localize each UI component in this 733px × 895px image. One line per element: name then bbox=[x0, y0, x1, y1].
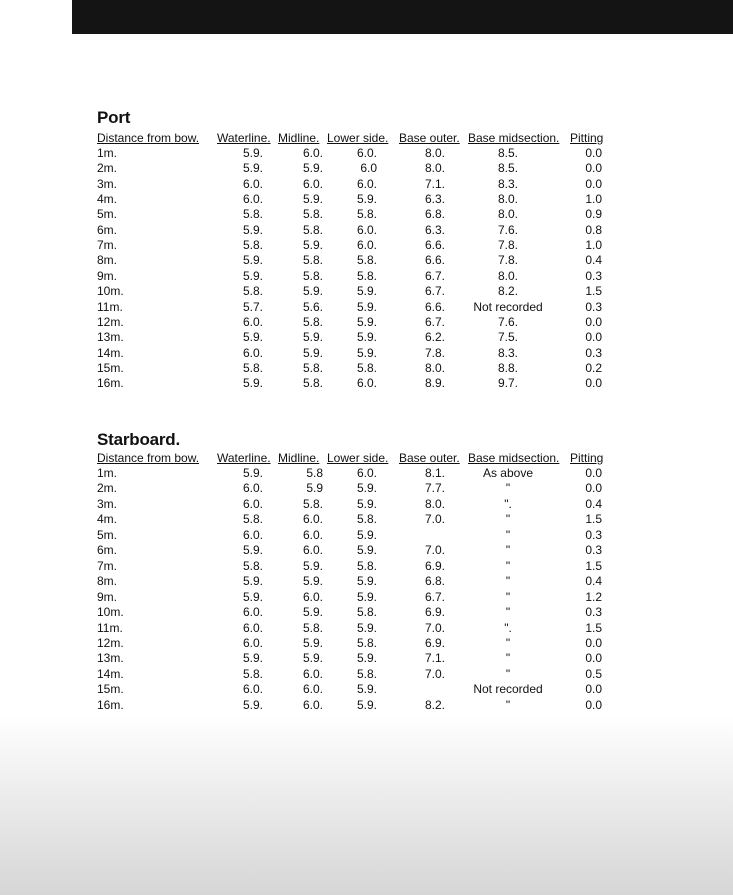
bottom-fade bbox=[0, 715, 733, 895]
cell-base-outer: 6.6. bbox=[424, 253, 445, 268]
port-title: Port bbox=[97, 108, 131, 127]
cell-pitting: 0.8 bbox=[585, 222, 602, 237]
cell-midline: 6.0. bbox=[302, 666, 323, 681]
header-waterline: Waterline. bbox=[217, 131, 271, 145]
cell-distance: 13m. bbox=[97, 330, 124, 345]
cell-pitting: 0.0 bbox=[585, 697, 602, 712]
cell-base-midsection: 8.3. bbox=[497, 345, 518, 360]
cell-pitting: 0.4 bbox=[585, 496, 602, 511]
header-distance: Distance from bow. bbox=[97, 131, 200, 145]
cell-pitting: 0.9 bbox=[585, 207, 602, 222]
cell-pitting: 0.3 bbox=[585, 543, 602, 558]
cell-lower-side: 6.0. bbox=[356, 466, 377, 480]
cell-waterline: 5.9. bbox=[242, 146, 263, 160]
table-row bbox=[97, 177, 617, 192]
table-row bbox=[97, 636, 617, 651]
cell-base-midsection: Not recorded bbox=[473, 299, 543, 314]
table-row bbox=[97, 481, 617, 496]
table-row bbox=[97, 559, 617, 574]
cell-distance: 10m. bbox=[97, 284, 124, 299]
cell-lower-side: 5.8. bbox=[356, 635, 377, 650]
cell-lower-side: 5.9. bbox=[356, 543, 377, 558]
cell-distance: 7m. bbox=[97, 558, 118, 573]
cell-midline: 5.8. bbox=[302, 314, 323, 329]
cell-midline: 5.9. bbox=[302, 330, 323, 345]
cell-lower-side: 5.9. bbox=[356, 697, 377, 712]
cell-lower-side: 5.9. bbox=[356, 314, 377, 329]
cell-midline: 6.0. bbox=[302, 682, 323, 697]
cell-distance: 6m. bbox=[97, 222, 118, 237]
cell-lower-side: 5.9. bbox=[356, 345, 377, 360]
cell-waterline: 5.9. bbox=[242, 466, 263, 480]
cell-base-midsection: 7.6. bbox=[497, 314, 518, 329]
cell-waterline: 5.9. bbox=[242, 574, 263, 589]
cell-base-outer: 8.0. bbox=[424, 360, 445, 375]
cell-pitting: 0.3 bbox=[585, 345, 602, 360]
cell-midline: 6.0. bbox=[302, 589, 323, 604]
cell-base-outer: 8.1. bbox=[424, 466, 445, 480]
cell-pitting: 0.4 bbox=[585, 253, 602, 268]
cell-base-outer: 8.0. bbox=[424, 161, 445, 176]
cell-base-outer: 6.6. bbox=[424, 299, 445, 314]
cell-pitting: 0.0 bbox=[585, 682, 602, 697]
cell-waterline: 5.8. bbox=[242, 666, 263, 681]
cell-pitting: 1.5 bbox=[585, 620, 602, 635]
header-base-outer: Base outer. bbox=[399, 451, 460, 465]
cell-base-midsection: Not recorded bbox=[473, 682, 543, 697]
cell-base-outer: 6.7. bbox=[424, 589, 445, 604]
cell-lower-side: 5.9. bbox=[356, 527, 377, 542]
cell-midline: 5.9. bbox=[302, 651, 323, 666]
cell-distance: 9m. bbox=[97, 589, 118, 604]
cell-waterline: 5.8. bbox=[242, 238, 263, 253]
cell-midline: 5.9. bbox=[302, 161, 323, 176]
cell-lower-side: 5.9. bbox=[356, 192, 377, 207]
cell-distance: 2m. bbox=[97, 481, 118, 496]
table-row bbox=[97, 651, 617, 666]
cell-pitting: 0.2 bbox=[585, 360, 602, 375]
cell-base-outer: 6.9. bbox=[424, 558, 445, 573]
cell-lower-side: 5.9. bbox=[356, 284, 377, 299]
cell-pitting: 0.0 bbox=[585, 146, 602, 160]
table-row bbox=[97, 605, 617, 620]
cell-base-outer: 7.0. bbox=[424, 666, 445, 681]
cell-pitting: 1.5 bbox=[585, 512, 602, 527]
cell-base-outer: 6.7. bbox=[424, 268, 445, 283]
cell-distance: 15m. bbox=[97, 682, 124, 697]
cell-base-outer: 7.8. bbox=[424, 345, 445, 360]
cell-midline: 5.8. bbox=[302, 496, 323, 511]
cell-base-midsection: " bbox=[505, 512, 511, 527]
cell-lower-side: 5.8. bbox=[356, 268, 377, 283]
cell-distance: 4m. bbox=[97, 512, 118, 527]
cell-lower-side: 5.9. bbox=[356, 620, 377, 635]
cell-base-midsection: 9.7. bbox=[497, 376, 518, 391]
cell-pitting: 0.5 bbox=[585, 666, 602, 681]
header-distance: Distance from bow. bbox=[97, 451, 200, 465]
cell-distance: 6m. bbox=[97, 543, 118, 558]
cell-pitting: 1.5 bbox=[585, 558, 602, 573]
cell-base-outer: 7.1. bbox=[424, 176, 445, 191]
cell-waterline: 5.9. bbox=[242, 268, 263, 283]
cell-waterline: 5.9. bbox=[242, 330, 263, 345]
cell-pitting: 0.0 bbox=[585, 314, 602, 329]
table-row bbox=[97, 574, 617, 589]
cell-distance: 1m. bbox=[97, 146, 118, 160]
cell-base-midsection: 8.0. bbox=[497, 207, 518, 222]
header-pitting: Pitting bbox=[570, 131, 604, 145]
cell-waterline: 6.0. bbox=[242, 481, 263, 496]
cell-distance: 3m. bbox=[97, 496, 118, 511]
cell-pitting: 0.3 bbox=[585, 605, 602, 620]
cell-lower-side: 5.8. bbox=[356, 207, 377, 222]
cell-base-outer: 7.0. bbox=[424, 620, 445, 635]
cell-base-midsection: 8.2. bbox=[497, 284, 518, 299]
cell-lower-side: 5.8. bbox=[356, 666, 377, 681]
table-row bbox=[97, 621, 617, 636]
cell-distance: 2m. bbox=[97, 161, 118, 176]
table-row bbox=[97, 315, 617, 330]
cell-base-midsection: 8.0. bbox=[497, 192, 518, 207]
cell-midline: 5.8. bbox=[302, 360, 323, 375]
cell-distance: 1m. bbox=[97, 466, 118, 480]
cell-waterline: 5.9. bbox=[242, 253, 263, 268]
cell-lower-side: 5.9. bbox=[356, 651, 377, 666]
cell-midline: 5.9. bbox=[302, 558, 323, 573]
cell-base-midsection: " bbox=[505, 574, 511, 589]
table-row bbox=[97, 300, 617, 315]
cell-base-midsection: 7.8. bbox=[497, 253, 518, 268]
cell-base-midsection: 7.5. bbox=[497, 330, 518, 345]
cell-base-outer: 7.1. bbox=[424, 651, 445, 666]
cell-midline: 5.9. bbox=[302, 345, 323, 360]
cell-base-midsection: 7.8. bbox=[497, 238, 518, 253]
cell-distance: 14m. bbox=[97, 666, 124, 681]
cell-base-outer: 6.7. bbox=[424, 284, 445, 299]
cell-midline: 5.8. bbox=[302, 268, 323, 283]
cell-midline: 5.9. bbox=[302, 192, 323, 207]
cell-waterline: 5.9. bbox=[242, 222, 263, 237]
cell-midline: 6.0. bbox=[302, 543, 323, 558]
cell-distance: 11m. bbox=[97, 620, 123, 635]
table-row bbox=[97, 146, 617, 161]
cell-distance: 5m. bbox=[97, 207, 118, 222]
cell-waterline: 6.0. bbox=[242, 605, 263, 620]
cell-midline: 5.8. bbox=[302, 222, 323, 237]
cell-midline: 5.8. bbox=[302, 253, 323, 268]
cell-distance: 5m. bbox=[97, 527, 118, 542]
table-row bbox=[97, 223, 617, 238]
cell-pitting: 1.0 bbox=[585, 192, 602, 207]
cell-base-outer: 6.8. bbox=[424, 574, 445, 589]
cell-midline: 6.0. bbox=[302, 146, 323, 160]
table-row bbox=[97, 269, 617, 284]
cell-distance: 3m. bbox=[97, 176, 118, 191]
starboard-header-row bbox=[97, 451, 617, 466]
cell-base-outer: 8.2. bbox=[424, 697, 445, 712]
cell-pitting: 0.4 bbox=[585, 574, 602, 589]
cell-base-midsection: 7.6. bbox=[497, 222, 518, 237]
cell-distance: 12m. bbox=[97, 314, 124, 329]
table-row bbox=[97, 497, 617, 512]
cell-waterline: 5.8. bbox=[242, 558, 263, 573]
cell-lower-side: 5.9. bbox=[356, 496, 377, 511]
port-header-row bbox=[97, 131, 617, 146]
cell-midline: 6.0. bbox=[302, 512, 323, 527]
cell-waterline: 6.0. bbox=[242, 635, 263, 650]
cell-distance: 16m. bbox=[97, 697, 124, 712]
cell-waterline: 5.9. bbox=[242, 589, 263, 604]
cell-base-outer: 8.9. bbox=[424, 376, 445, 391]
cell-midline: 5.9 bbox=[306, 481, 323, 496]
cell-distance: 13m. bbox=[97, 651, 124, 666]
table-row bbox=[97, 192, 617, 207]
cell-distance: 16m. bbox=[97, 376, 124, 391]
cell-lower-side: 5.9. bbox=[356, 682, 377, 697]
cell-lower-side: 6.0. bbox=[356, 146, 377, 160]
cell-lower-side: 5.8. bbox=[356, 605, 377, 620]
cell-lower-side: 5.9. bbox=[356, 330, 377, 345]
cell-waterline: 6.0. bbox=[242, 527, 263, 542]
cell-distance: 8m. bbox=[97, 574, 118, 589]
cell-base-midsection: " bbox=[505, 651, 511, 666]
cell-midline: 5.8. bbox=[302, 376, 323, 391]
cell-waterline: 5.8. bbox=[242, 207, 263, 222]
cell-base-midsection: 8.3. bbox=[497, 176, 518, 191]
table-row bbox=[97, 698, 617, 713]
cell-midline: 5.6. bbox=[302, 299, 323, 314]
table-row bbox=[97, 543, 617, 558]
cell-waterline: 5.8. bbox=[242, 512, 263, 527]
cell-base-midsection: " bbox=[505, 697, 511, 712]
cell-base-outer: 6.7. bbox=[424, 314, 445, 329]
top-bar bbox=[72, 0, 733, 34]
header-base-outer: Base outer. bbox=[399, 131, 460, 145]
cell-midline: 5.8. bbox=[302, 620, 323, 635]
cell-waterline: 6.0. bbox=[242, 496, 263, 511]
header-waterline: Waterline. bbox=[217, 451, 271, 465]
cell-pitting: 0.0 bbox=[585, 330, 602, 345]
starboard-title: Starboard. bbox=[97, 430, 181, 449]
cell-distance: 7m. bbox=[97, 238, 118, 253]
cell-base-outer: 7.7. bbox=[424, 481, 445, 496]
cell-midline: 5.8 bbox=[306, 466, 323, 480]
cell-distance: 4m. bbox=[97, 192, 118, 207]
cell-lower-side: 6.0 bbox=[360, 161, 377, 176]
cell-midline: 5.9. bbox=[302, 635, 323, 650]
cell-midline: 5.9. bbox=[302, 238, 323, 253]
header-base-midsection: Base midsection. bbox=[468, 451, 560, 465]
table-row bbox=[97, 466, 617, 481]
cell-base-midsection: ". bbox=[504, 496, 512, 511]
cell-lower-side: 5.9. bbox=[356, 589, 377, 604]
cell-pitting: 0.0 bbox=[585, 635, 602, 650]
table-row bbox=[97, 512, 617, 527]
cell-lower-side: 5.8. bbox=[356, 360, 377, 375]
cell-pitting: 0.0 bbox=[585, 176, 602, 191]
cell-waterline: 6.0. bbox=[242, 314, 263, 329]
table-row bbox=[97, 376, 617, 391]
cell-lower-side: 6.0. bbox=[356, 176, 377, 191]
cell-base-outer: 6.3. bbox=[424, 222, 445, 237]
cell-midline: 5.9. bbox=[302, 574, 323, 589]
cell-pitting: 1.5 bbox=[585, 284, 602, 299]
cell-lower-side: 5.8. bbox=[356, 512, 377, 527]
cell-pitting: 0.0 bbox=[585, 376, 602, 391]
cell-lower-side: 5.9. bbox=[356, 481, 377, 496]
header-base-midsection: Base midsection. bbox=[468, 131, 560, 145]
cell-pitting: 0.0 bbox=[585, 161, 602, 176]
cell-base-midsection: " bbox=[505, 558, 511, 573]
cell-midline: 5.8. bbox=[302, 207, 323, 222]
cell-base-midsection: 8.5. bbox=[497, 161, 518, 176]
table-row bbox=[97, 528, 617, 543]
cell-waterline: 6.0. bbox=[242, 192, 263, 207]
table-row bbox=[97, 361, 617, 376]
cell-waterline: 6.0. bbox=[242, 682, 263, 697]
cell-base-midsection: 8.0. bbox=[497, 268, 518, 283]
cell-distance: 12m. bbox=[97, 635, 124, 650]
header-pitting: Pitting bbox=[570, 451, 604, 465]
table-row bbox=[97, 284, 617, 299]
cell-lower-side: 6.0. bbox=[356, 238, 377, 253]
table-row bbox=[97, 346, 617, 361]
table-row bbox=[97, 253, 617, 268]
header-lower-side: Lower side. bbox=[327, 451, 389, 465]
cell-base-midsection: 8.5. bbox=[497, 146, 518, 160]
cell-pitting: 0.0 bbox=[585, 466, 602, 480]
table-row bbox=[97, 667, 617, 682]
table-row bbox=[97, 161, 617, 176]
cell-base-midsection: 8.8. bbox=[497, 360, 518, 375]
cell-base-outer: 6.9. bbox=[424, 635, 445, 650]
cell-base-midsection: " bbox=[505, 543, 511, 558]
cell-base-outer: 6.3. bbox=[424, 192, 445, 207]
cell-distance: 8m. bbox=[97, 253, 118, 268]
cell-waterline: 6.0. bbox=[242, 620, 263, 635]
header-midline: Midline. bbox=[278, 451, 320, 465]
cell-lower-side: 5.8. bbox=[356, 558, 377, 573]
cell-pitting: 1.0 bbox=[585, 238, 602, 253]
cell-lower-side: 5.8. bbox=[356, 253, 377, 268]
cell-base-midsection: " bbox=[505, 666, 511, 681]
cell-base-outer: 8.0. bbox=[424, 496, 445, 511]
table-row bbox=[97, 330, 617, 345]
cell-base-midsection: " bbox=[505, 635, 511, 650]
table-row bbox=[97, 207, 617, 222]
cell-midline: 5.9. bbox=[302, 605, 323, 620]
cell-base-outer: 6.9. bbox=[424, 605, 445, 620]
cell-waterline: 5.9. bbox=[242, 376, 263, 391]
cell-pitting: 0.0 bbox=[585, 481, 602, 496]
cell-base-midsection: " bbox=[505, 605, 511, 620]
cell-waterline: 5.9. bbox=[242, 697, 263, 712]
cell-pitting: 0.3 bbox=[585, 527, 602, 542]
cell-base-midsection: " bbox=[505, 481, 511, 496]
cell-lower-side: 5.9. bbox=[356, 574, 377, 589]
cell-base-outer: 7.0. bbox=[424, 543, 445, 558]
cell-waterline: 5.7. bbox=[242, 299, 263, 314]
cell-waterline: 5.9. bbox=[242, 543, 263, 558]
cell-distance: 15m. bbox=[97, 360, 124, 375]
cell-pitting: 0.3 bbox=[585, 268, 602, 283]
cell-base-outer: 6.8. bbox=[424, 207, 445, 222]
table-row bbox=[97, 682, 617, 697]
header-lower-side: Lower side. bbox=[327, 131, 389, 145]
cell-lower-side: 6.0. bbox=[356, 222, 377, 237]
table-row bbox=[97, 238, 617, 253]
cell-base-outer: 6.6. bbox=[424, 238, 445, 253]
cell-base-midsection: ". bbox=[504, 620, 512, 635]
cell-distance: 11m. bbox=[97, 299, 123, 314]
cell-base-outer: 7.0. bbox=[424, 512, 445, 527]
cell-midline: 6.0. bbox=[302, 697, 323, 712]
cell-midline: 6.0. bbox=[302, 527, 323, 542]
cell-waterline: 5.8. bbox=[242, 284, 263, 299]
cell-base-outer: 6.2. bbox=[424, 330, 445, 345]
cell-pitting: 0.0 bbox=[585, 651, 602, 666]
header-midline: Midline. bbox=[278, 131, 320, 145]
cell-waterline: 6.0. bbox=[242, 176, 263, 191]
cell-midline: 5.9. bbox=[302, 284, 323, 299]
cell-lower-side: 6.0. bbox=[356, 376, 377, 391]
cell-waterline: 5.8. bbox=[242, 360, 263, 375]
cell-distance: 10m. bbox=[97, 605, 124, 620]
cell-waterline: 5.9. bbox=[242, 651, 263, 666]
cell-base-outer: 8.0. bbox=[424, 146, 445, 160]
cell-lower-side: 5.9. bbox=[356, 299, 377, 314]
cell-distance: 9m. bbox=[97, 268, 118, 283]
cell-distance: 14m. bbox=[97, 345, 124, 360]
table-row bbox=[97, 590, 617, 605]
cell-base-midsection: " bbox=[505, 589, 511, 604]
cell-pitting: 0.3 bbox=[585, 299, 602, 314]
cell-pitting: 1.2 bbox=[585, 589, 602, 604]
cell-base-midsection: As above bbox=[482, 466, 534, 480]
cell-base-midsection: " bbox=[505, 527, 511, 542]
cell-midline: 6.0. bbox=[302, 176, 323, 191]
cell-waterline: 6.0. bbox=[242, 345, 263, 360]
cell-waterline: 5.9. bbox=[242, 161, 263, 176]
